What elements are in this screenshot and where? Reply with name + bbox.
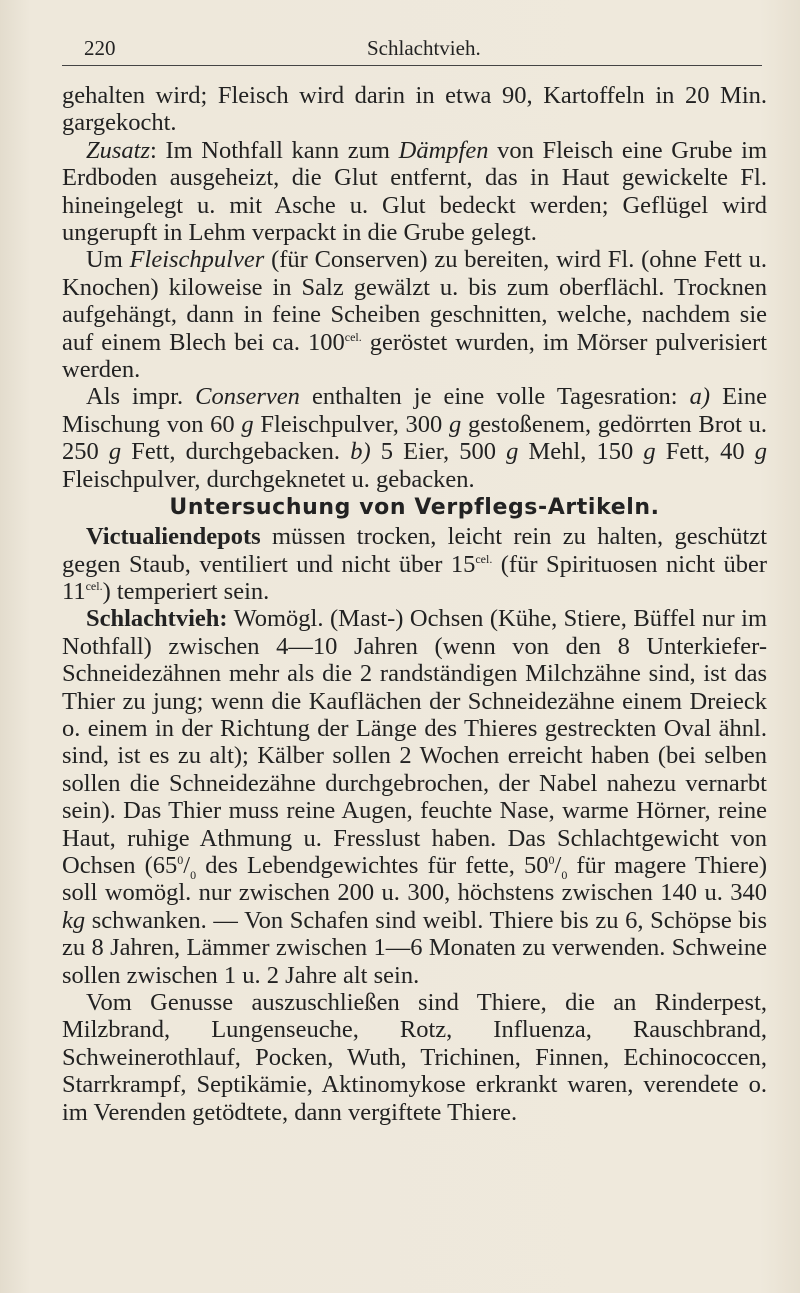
running-head: Schlachtvieh. [367,36,481,60]
paragraph-victualiendepots: Victualiendepots müssen trocken, leicht rein zu halten, geschützt gegen Staub, ventiliert und nicht über $15^{cel.}$ (für Spirituosen nicht über $11^{cel.}$) temperiert sein. [62,523,767,605]
page-number: 220 [84,36,116,60]
paragraph-schlachtvieh: Schlachtvieh: Womögl. (Mast-) Ochsen (Kühe, Stiere, Büffel nur im Nothfall) zwischen 4—10 Jahren (wenn von den 8 Unterkiefer-Schneidezähnen mehr als die 2 randständigen Milchzähne sind, ist das Thier zu jung; wenn die Kauflächen der Schneidezähne einem Dreieck o. einem in der Richtung der Länge des Thieres gestreckten Oval ähnl. sind, ist es zu alt); Kälber sollen 2 Wochen erreicht haben (bei selben sollen die Schneidezähne durchgebrochen, der Nabel nahezu vernarbt sein). Das Thier muss reine Augen, feuchte Nase, warme Hörner, reine Haut, ruhige Athmung u. Fresslust haben. Das Schlachtgewicht von Ochsen ($65^0/_0$ des Lebendgewichtes für fette, $50^0/_0$ für magere Thiere) soll womögl. nur zwischen 200 u. 300, höchstens zwischen 140 u. 340 kg schwanken. — Von Schafen sind weibl. Thiere bis zu 6, Schöpse bis zu 8 Jahren, Lämmer zwischen 1—6 Monaten zu verwenden. Schweine sollen zwischen 1 u. 2 Jahre alt sein. [62,605,767,989]
zusatz-label: Zusatz [86,136,151,164]
section-heading: Untersuchung von Verpflegs-Artikeln. [169,495,660,521]
paragraph-fleischpulver: Um Fleischpulver (für Conserven) zu bereiten, wird Fl. (ohne Fett u. Knochen) kiloweise in Salz gewälzt u. bis zum oberflächl. Trocknen aufgehängt, dann in feine Scheiben geschnitten, welche, nachdem sie auf einem Blech bei ca. $100^{cel.}$ geröstet wurden, im Mörser pulverisiert werden. [62,246,768,384]
paragraph-zusatz: Zusatz: Im Nothfall kann zum Dämpfen von Fleisch eine Grube im Erdboden ausgeheizt, die Glut entfernt, das in Haut gewickelte Fl. hineingelegt u. mit Asche u. Glut bedeckt werden; Geflügel wird ungerupft in Lehm verpackt in die Grube gelegt. [62,136,767,247]
header-rule [62,65,762,66]
page-header [62,32,762,62]
paragraph-cooking-time: gehalten wird; Fleisch wird darin in etwa 90, Kartoffeln in 20 Min. gargekocht. [62,82,767,137]
term-schlachtvieh: Schlachtvieh: [86,605,228,633]
body-text [62,82,767,1126]
paragraph-genusse: Vom Genusse auszuschließen sind Thiere, die an Rinderpest, Milzbrand, Lungenseuche, Rotz, Influenza, Rauschbrand, Schweinerothlauf, Pocken, Wuth, Trichinen, Finnen, Echinococcen, Starrkrampf, Septikämie, Aktinomykose erkrankt waren, verendete o. im Verenden getödtete, dann vergiftete Thiere. [62,989,767,1126]
term-victualiendepots: Victualiendepots [86,523,261,551]
paragraph-conserven: Als impr. Conserven enthalten je eine volle Tagesration: a) Eine Mischung von 60 g Fleischpulver, 300 g gestoßenem, gedörrten Brot u. 250 g Fett, durchgebacken. b) 5 Eier, 500 g Mehl, 150 g Fett, 40 g Fleischpulver, durchgeknetet u. gebacken. [62,383,767,493]
